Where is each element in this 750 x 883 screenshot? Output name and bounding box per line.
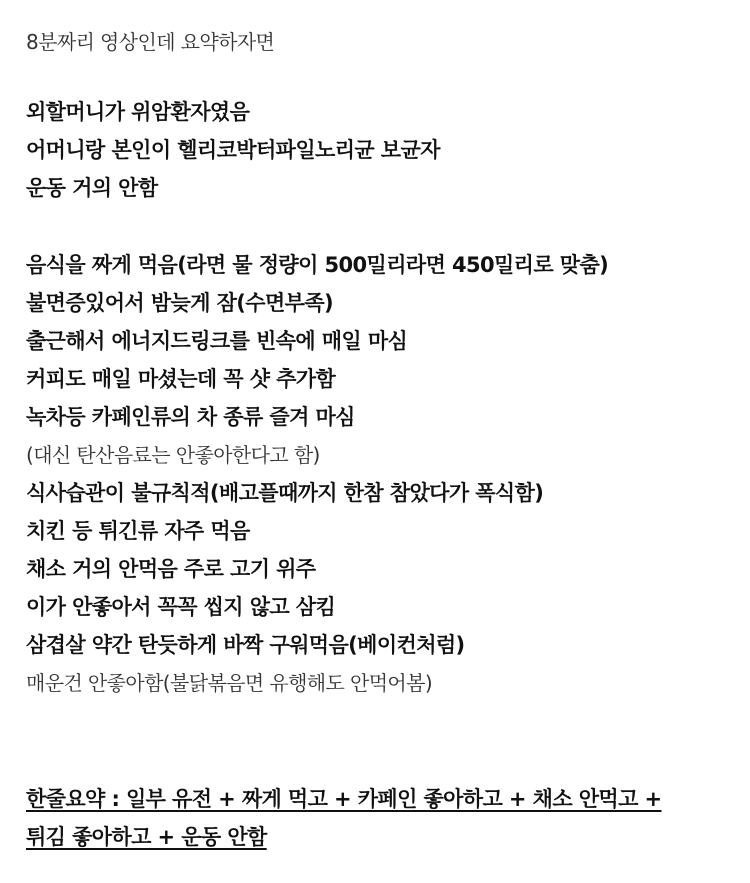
habit-line-5: 녹차등 카페인류의 차 종류 즐겨 마심 xyxy=(26,405,355,429)
habit-line-7: 식사습관이 불규칙적(배고플때까지 한참 참았다가 폭식함) xyxy=(26,481,544,505)
habit-line-2: 불면증있어서 밤늦게 잠(수면부족) xyxy=(26,291,334,315)
family-line-1: 외할머니가 위암환자였음 xyxy=(26,100,250,124)
habit-line-10: 이가 안좋아서 꼭꼭 씹지 않고 삼킴 xyxy=(26,595,336,619)
habit-line-3: 출근해서 에너지드링크를 빈속에 매일 마심 xyxy=(26,329,408,353)
family-line-2: 어머니랑 본인이 헬리코박터파일노리균 보균자 xyxy=(26,138,440,162)
family-line-3: 운동 거의 안함 xyxy=(26,176,158,200)
summary-line-1: 한줄요약 : 일부 유전 + 짜게 먹고 + 카페인 좋아하고 + 채소 안먹고 + xyxy=(26,787,662,811)
summary-line-2: 튀김 좋아하고 + 운동 안함 xyxy=(26,825,267,849)
habit-line-12: 매운건 안좋아함(불닭볶음면 유행해도 안먹어봄) xyxy=(26,671,433,695)
habit-line-11: 삼겹살 약간 탄듯하게 바짝 구워먹음(베이컨처럼) xyxy=(26,633,465,657)
habit-line-4: 커피도 매일 마셨는데 꼭 샷 추가함 xyxy=(26,367,336,391)
habit-line-6: (대신 탄산음료는 안좋아한다고 함) xyxy=(26,443,320,467)
intro-text: 8분짜리 영상인데 요약하자면 xyxy=(26,30,275,54)
habit-line-8: 치킨 등 튀긴류 자주 먹음 xyxy=(26,519,250,543)
habit-line-1: 음식을 짜게 먹음(라면 물 정량이 500밀리라면 450밀리로 맞춤) xyxy=(26,253,609,277)
habit-line-9: 채소 거의 안먹음 주로 고기 위주 xyxy=(26,557,316,581)
